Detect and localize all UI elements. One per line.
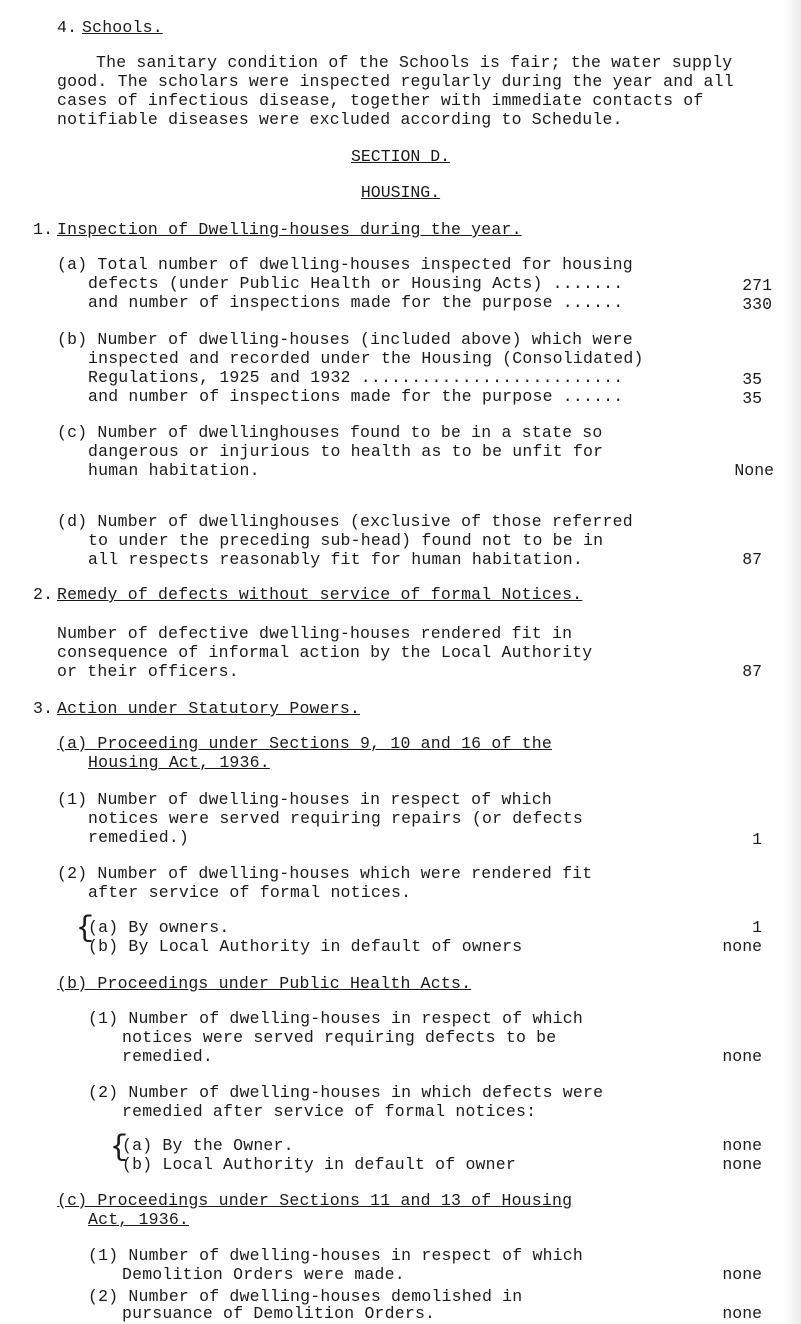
section-number: 4. xyxy=(57,18,78,37)
item3b-q2-sub-b-value: none xyxy=(722,1155,762,1174)
item1c-line-2: dangerous or injurious to health as to be unfit for xyxy=(88,442,604,461)
item2-value: 87 xyxy=(742,662,762,681)
item3a-q1-line-3: remedied.) xyxy=(88,828,190,847)
brace-3b: { xyxy=(110,1131,129,1165)
item1-number: 1. xyxy=(33,220,54,239)
item3b-q2-sub-a-label: (a) By the Owner. xyxy=(122,1136,294,1155)
item3c-q1-line-1: (1) Number of dwelling-houses in respect of which xyxy=(88,1246,583,1265)
item1b-value-1: 35 xyxy=(742,370,762,389)
item1a-value-1: 271 xyxy=(742,276,772,295)
schools-line-2: good. The scholars were inspected regularly during the year and all xyxy=(57,72,734,91)
item3b-q1-line-1: (1) Number of dwelling-houses in respect of which xyxy=(88,1009,583,1028)
item3c-q1-line-2: Demolition Orders were made. xyxy=(122,1265,405,1284)
schools-line-3: cases of infectious disease, together with immediate contacts of xyxy=(57,91,704,110)
item1c-value: None xyxy=(734,461,774,480)
item3b-q2-sub-a-value: none xyxy=(722,1136,762,1155)
item2-number: 2. xyxy=(33,585,54,604)
item3b-q2-line-2: remedied after service of formal notices: xyxy=(122,1102,537,1121)
item3-title: Action under Statutory Powers. xyxy=(57,699,361,718)
item1a-value-2: 330 xyxy=(742,295,772,314)
item1a-line-2: defects (under Public Health or Housing Acts) ....... xyxy=(88,274,624,293)
item3b-q1-line-2: notices were served requiring defects to be xyxy=(122,1028,557,1047)
item3c-q2-line-2: pursuance of Demolition Orders. xyxy=(122,1304,436,1323)
item1d-line-1: (d) Number of dwellinghouses (exclusive of those referred xyxy=(57,512,633,531)
item3c-q1-value: none xyxy=(722,1265,762,1284)
item1d-line-3: all respects reasonably fit for human habitation. xyxy=(88,550,583,569)
item3a-q2-sub-a-value: 1 xyxy=(752,918,762,937)
item1b-line-4: and number of inspections made for the purpose ...... xyxy=(88,387,624,406)
item2-line-1: Number of defective dwelling-houses rendered fit in xyxy=(57,624,573,643)
item3a-title-line-1: (a) Proceeding under Sections 9, 10 and 16 of the xyxy=(57,734,552,753)
item3a-q1-line-1: (1) Number of dwelling-houses in respect of which xyxy=(57,790,552,809)
item3c-title-line-1: (c) Proceedings under Sections 11 and 13 of Housing xyxy=(57,1191,573,1210)
item3a-q2-sub-b-value: none xyxy=(722,937,762,956)
item3a-q2-sub-a-label: (a) By owners. xyxy=(88,918,230,937)
item3b-q2-sub-b-label: (b) Local Authority in default of owner xyxy=(122,1155,516,1174)
item3a-q2-line-1: (2) Number of dwelling-houses which were rendered fit xyxy=(57,864,593,883)
section-title: SECTION D. xyxy=(350,147,451,166)
item3-number: 3. xyxy=(33,699,54,718)
item3b-q2-line-1: (2) Number of dwelling-houses in which defects were xyxy=(88,1083,604,1102)
item1d-line-2: to under the preceding sub-head) found not to be in xyxy=(88,531,604,550)
item2-line-2: consequence of informal action by the Local Authority xyxy=(57,643,593,662)
item3c-title-line-2: Act, 1936. xyxy=(88,1210,190,1229)
item3a-q1-value: 1 xyxy=(752,830,762,849)
item3a-q2-line-2: after service of formal notices. xyxy=(88,883,412,902)
item3a-title-line-2: Housing Act, 1936. xyxy=(88,753,270,772)
item1b-line-2: inspected and recorded under the Housing (Consolidated) xyxy=(88,349,644,368)
item1a-line-3: and number of inspections made for the purpose ...... xyxy=(88,293,624,312)
item2-line-3: or their officers. xyxy=(57,662,239,681)
item1a-line-1: (a) Total number of dwelling-houses inspected for housing xyxy=(57,255,633,274)
brace-3a: { xyxy=(76,912,95,946)
item3c-q2-line-1: (2) Number of dwelling-houses demolished in xyxy=(88,1287,523,1306)
item3b-title: (b) Proceedings under Public Health Acts. xyxy=(57,974,472,993)
item3a-q1-line-2: notices were served requiring repairs (or defects xyxy=(88,809,583,828)
item1b-line-1: (b) Number of dwelling-houses (included above) which were xyxy=(57,330,633,349)
item1b-value-2: 35 xyxy=(742,389,762,408)
item1c-line-3: human habitation. xyxy=(88,461,260,480)
schools-line-4: notifiable diseases were excluded according to Schedule. xyxy=(57,110,623,129)
item2-title: Remedy of defects without service of formal Notices. xyxy=(57,585,583,604)
section-subtitle: HOUSING. xyxy=(360,183,441,202)
item1c-line-1: (c) Number of dwellinghouses found to be in a state so xyxy=(57,423,603,442)
item3a-q2-sub-b-label: (b) By Local Authority in default of owners xyxy=(88,937,523,956)
item3b-q1-value: none xyxy=(722,1047,762,1066)
item1b-line-3: Regulations, 1925 and 1932 .......................... xyxy=(88,368,624,387)
item3b-q1-line-3: remedied. xyxy=(122,1047,213,1066)
item3c-q2-value: none xyxy=(722,1304,762,1323)
item1-title: Inspection of Dwelling-houses during the year. xyxy=(57,220,522,239)
item1d-value: 87 xyxy=(742,550,762,569)
schools-line-1: The sanitary condition of the Schools is fair; the water supply xyxy=(96,53,733,72)
section-heading: Schools. xyxy=(82,18,163,37)
